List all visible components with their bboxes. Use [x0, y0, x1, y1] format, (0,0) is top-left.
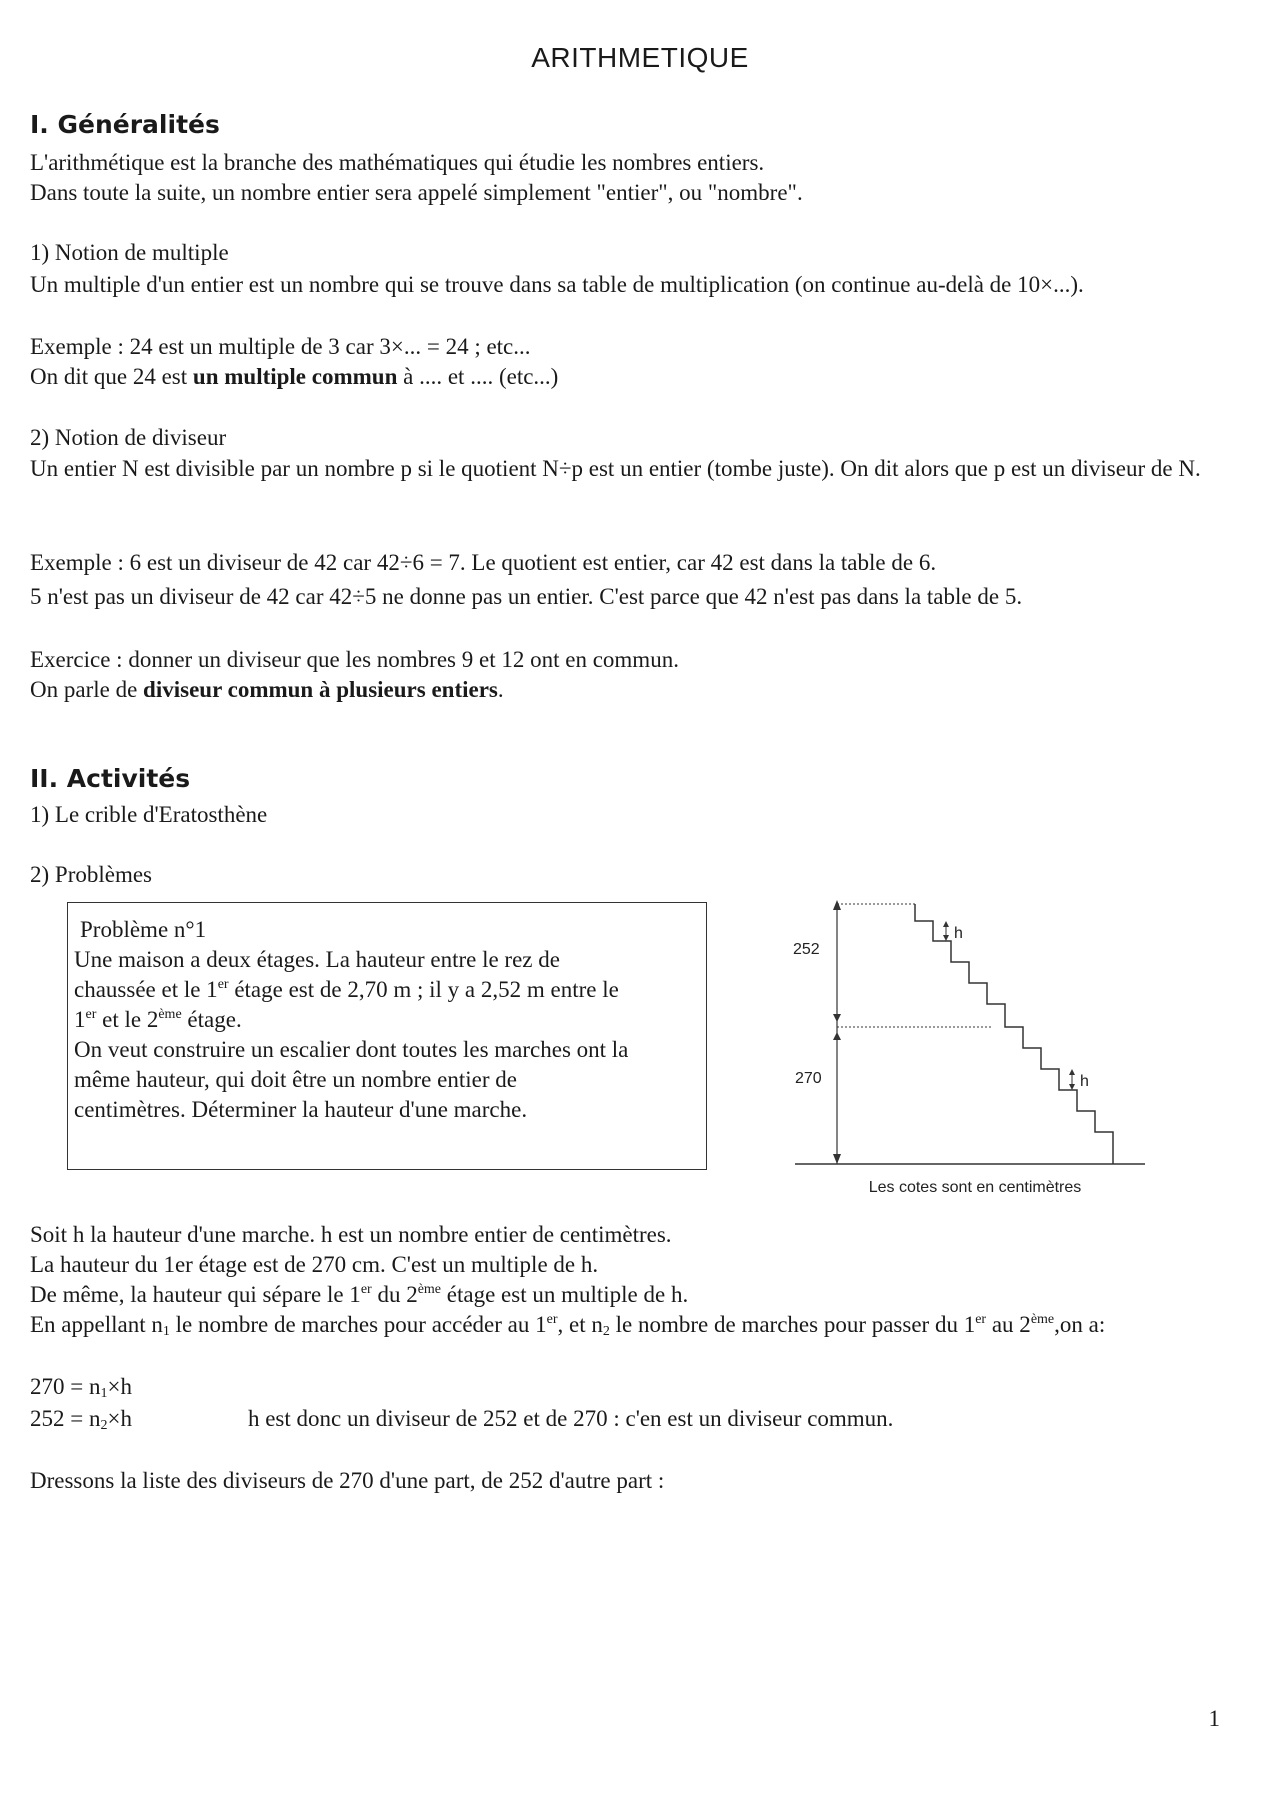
multiple-definition: Un multiple d'un entier est un nombre qui se trouve dans sa table de multiplication (on continue au-delà de 10×...). — [30, 272, 1084, 297]
document-page — [30, 0, 1250, 1811]
solution-line-2: La hauteur du 1er étage est de 270 cm. C'est un multiple de h. — [30, 1252, 599, 1277]
arrow-top-icon — [833, 900, 841, 910]
problem-box — [67, 902, 707, 1170]
solution-line-3: De même, la hauteur qui sépare le 1er du 2ème étage est un multiple de h. — [30, 1282, 689, 1307]
sieve-heading: 1) Le crible d'Eratosthène — [30, 802, 268, 827]
arrow-bottom-icon — [833, 1154, 841, 1164]
problem-line-6: centimètres. Déterminer la hauteur d'une marche. — [74, 1097, 528, 1122]
label-270: 270 — [795, 1070, 822, 1087]
divisor-example-1: Exemple : 6 est un diviseur de 42 car 42÷6 = 7. Le quotient est entier, car 42 est dans la table de 6. — [30, 550, 937, 575]
problem-line-1: Une maison a deux étages. La hauteur entre le rez de — [74, 947, 560, 972]
step-arrow-bottom-down-icon — [1069, 1084, 1075, 1090]
staircase-steps — [915, 904, 1113, 1164]
step-arrow-top-down-icon — [943, 935, 949, 941]
step-label-top: h — [954, 925, 963, 942]
step-arrow-top-up-icon — [943, 921, 949, 927]
page-number: 1 — [1208, 1706, 1220, 1731]
multiple-common-line: On dit que 24 est un multiple commun à .... et .... (etc...) — [30, 364, 559, 389]
divisor-definition: Un entier N est divisible par un nombre p si le quotient N÷p est un entier (tombe juste). On dit alors que p est un diviseur de N. — [30, 456, 1201, 481]
section-heading-generalites: I. Généralités — [30, 110, 220, 139]
staircase-svg — [755, 896, 1155, 1206]
multiple-heading: 1) Notion de multiple — [30, 240, 229, 265]
problem-line-5: même hauteur, qui doit être un nombre entier de — [74, 1067, 517, 1092]
staircase-diagram — [755, 896, 1155, 1206]
common-divisor-bold: diviseur commun à plusieurs entiers — [143, 677, 498, 702]
problem-line-2: chaussée et le 1er étage est de 2,70 m ; il y a 2,52 m entre le — [74, 977, 619, 1002]
step-label-bottom: h — [1080, 1073, 1089, 1090]
arrow-mid-up-icon — [833, 1032, 841, 1040]
page-title: ARITHMETIQUE — [531, 42, 749, 73]
step-arrow-bottom-up-icon — [1069, 1069, 1075, 1075]
multiple-example: Exemple : 24 est un multiple de 3 car 3×... = 24 ; etc... — [30, 334, 531, 359]
equation-2: $252 = n_2\times h$ h est donc un diviseur de 252 et de 270 : c'en est un diviseur commun. — [30, 1406, 894, 1433]
problem-line-4: On veut construire un escalier dont toutes les marches ont la — [74, 1037, 629, 1062]
common-divisor-conclusion: h est donc un diviseur de 252 et de 270 : c'en est un diviseur commun. — [247, 1406, 894, 1431]
divisor-example-2: 5 n'est pas un diviseur de 42 car 42÷5 ne donne pas un entier. C'est parce que 42 n'est pas dans la table de 5. — [30, 584, 1023, 609]
intro-line-2: Dans toute la suite, un nombre entier sera appelé simplement "entier", ou "nombre". — [30, 180, 803, 205]
problems-heading: 2) Problèmes — [30, 862, 153, 887]
solution-line-4: En appellant $n_1$ le nombre de marches pour accéder au 1er, et $n_2$ le nombre de marches pour passer du 1er au 2ème,on a: — [30, 1312, 1106, 1339]
solution-line-1: Soit h la hauteur d'une marche. h est un nombre entier de centimètres. — [30, 1222, 672, 1247]
multiple-common-bold: un multiple commun — [192, 364, 398, 389]
equation-1: $270 = n_1\times h$ — [30, 1374, 132, 1401]
label-252: 252 — [793, 941, 820, 958]
diagram-caption: Les cotes sont en centimètres — [868, 1179, 1082, 1196]
problem-title: Problème n°1 — [80, 917, 207, 942]
problem-line-3: 1er et le 2ème étage. — [74, 1007, 242, 1032]
common-divisor-line: On parle de diviseur commun à plusieurs entiers. — [30, 677, 504, 702]
intro-line-1: L'arithmétique est la branche des mathématiques qui étudie les nombres entiers. — [30, 150, 765, 175]
divisor-heading: 2) Notion de diviseur — [30, 425, 227, 450]
section-heading-activites: II. Activités — [30, 764, 191, 793]
exercise-line: Exercice : donner un diviseur que les nombres 9 et 12 ont en commun. — [30, 647, 679, 672]
divisor-list-line: Dressons la liste des diviseurs de 270 d'une part, de 252 d'autre part : — [30, 1468, 665, 1493]
arrow-mid-down-icon — [833, 1014, 841, 1022]
